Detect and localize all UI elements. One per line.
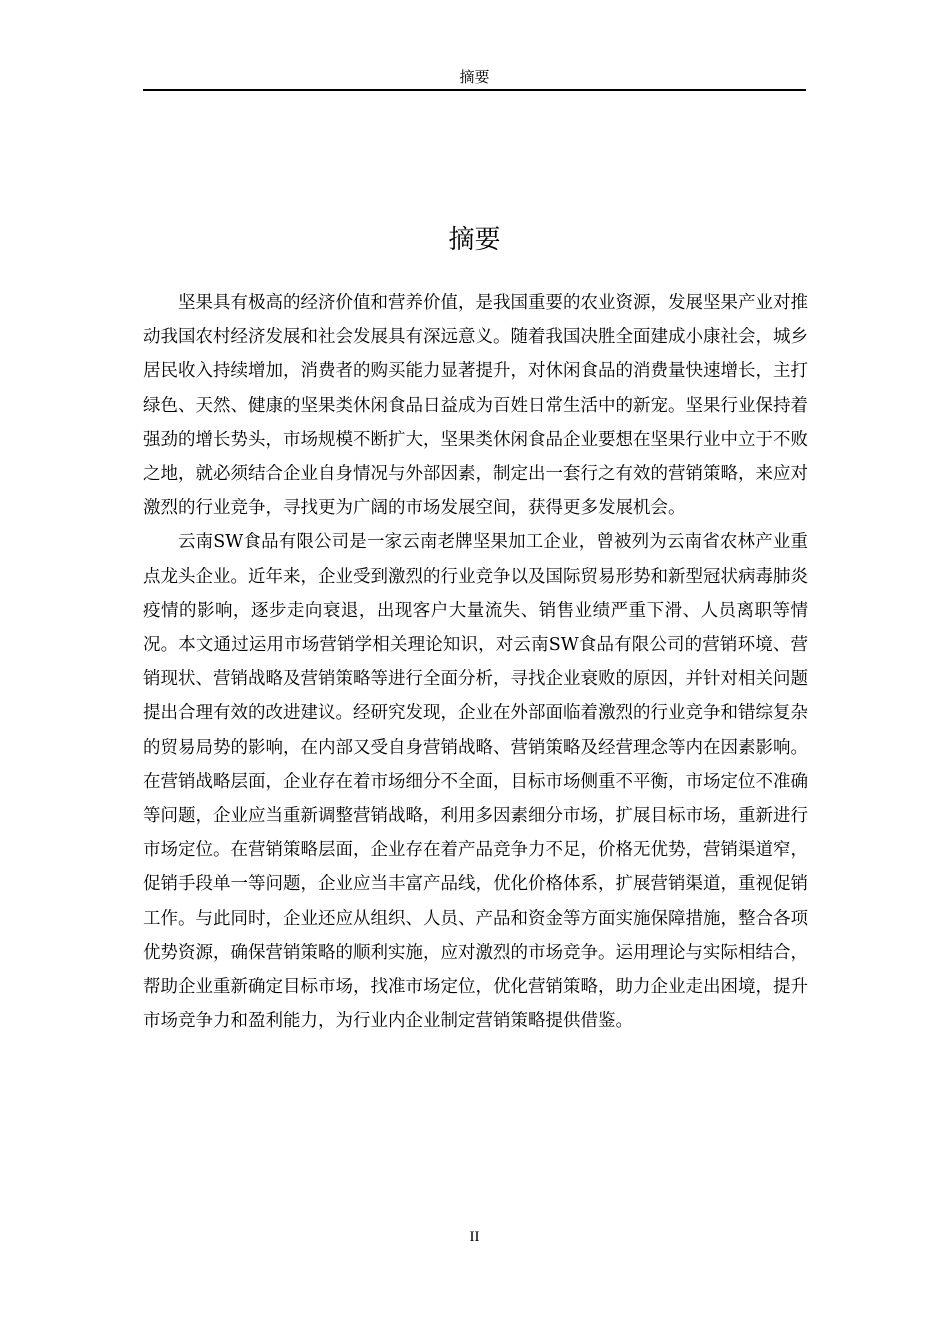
page-title: 摘要 [448, 225, 501, 255]
abstract-paragraph-1: 坚果具有极高的经济价值和营养价值，是我国重要的农业资源，发展坚果产业对推动我国农村经济发展和社会发展具有深远意义。随着我国决胜全面建成小康社会，城乡居民收入持续增加，消费者的购买能力显著提升，对休闲食品的消费量快速增长，主打绿色、天然、健康的坚果类休闲食品日益成为百姓日常生活中的新宠。坚果行业保持着强劲的增长势头，市场规模不断扩大，坚果类休闲食品企业要想在坚果行业中立于不败之地，就必须结合企业自身情况与外部因素，制定出一套行之有效的营销策略，来应对激烈的行业竞争，寻找更为广阔的市场发展空间，获得更多发展机会。 [143, 293, 808, 519]
page-number: II [469, 1229, 480, 1245]
header-rule [143, 89, 806, 91]
abstract-body [143, 286, 808, 1038]
abstract-paragraph-2: 云南SW食品有限公司是一家云南老牌坚果加工企业，曾被列为云南省农林产业重点龙头企业。近年来，企业受到激烈的行业竞争以及国际贸易形势和新型冠状病毒肺炎疫情的影响，逐步走向衰退，出现客户大量流失、销售业绩严重下滑、人员离职等情况。本文通过运用市场营销学相关理论知识，对云南SW食品有限公司的营销环境、营销现状、营销战略及营销策略等进行全面分析，寻找企业衰败的原因，并针对相关问题提出合理有效的改进建议。经研究发现，企业在外部面临着激烈的行业竞争和错综复杂的贸易局势的影响，在内部又受自身营销战略、营销策略及经营理念等内在因素影响。在营销战略层面，企业存在着市场细分不全面，目标市场侧重不平衡，市场定位不准确等问题，企业应当重新调整营销战略，利用多因素细分市场，扩展目标市场，重新进行市场定位。在营销策略层面，企业存在着产品竞争力不足，价格无优势，营销渠道窄，促销手段单一等问题，企业应当丰富产品线，优化价格体系，扩展营销渠道，重视促销工作。与此同时，企业还应从组织、人员、产品和资金等方面实施保障措施，整合各项优势资源，确保营销策略的顺利实施，应对激烈的市场竞争。运用理论与实际相结合，帮助企业重新确定目标市场，找准市场定位，优化营销策略，助力企业走出困境，提升市场竞争力和盈利能力，为行业内企业制定营销策略提供借鉴。 [143, 532, 808, 1032]
running-header: 摘要 [459, 68, 490, 86]
